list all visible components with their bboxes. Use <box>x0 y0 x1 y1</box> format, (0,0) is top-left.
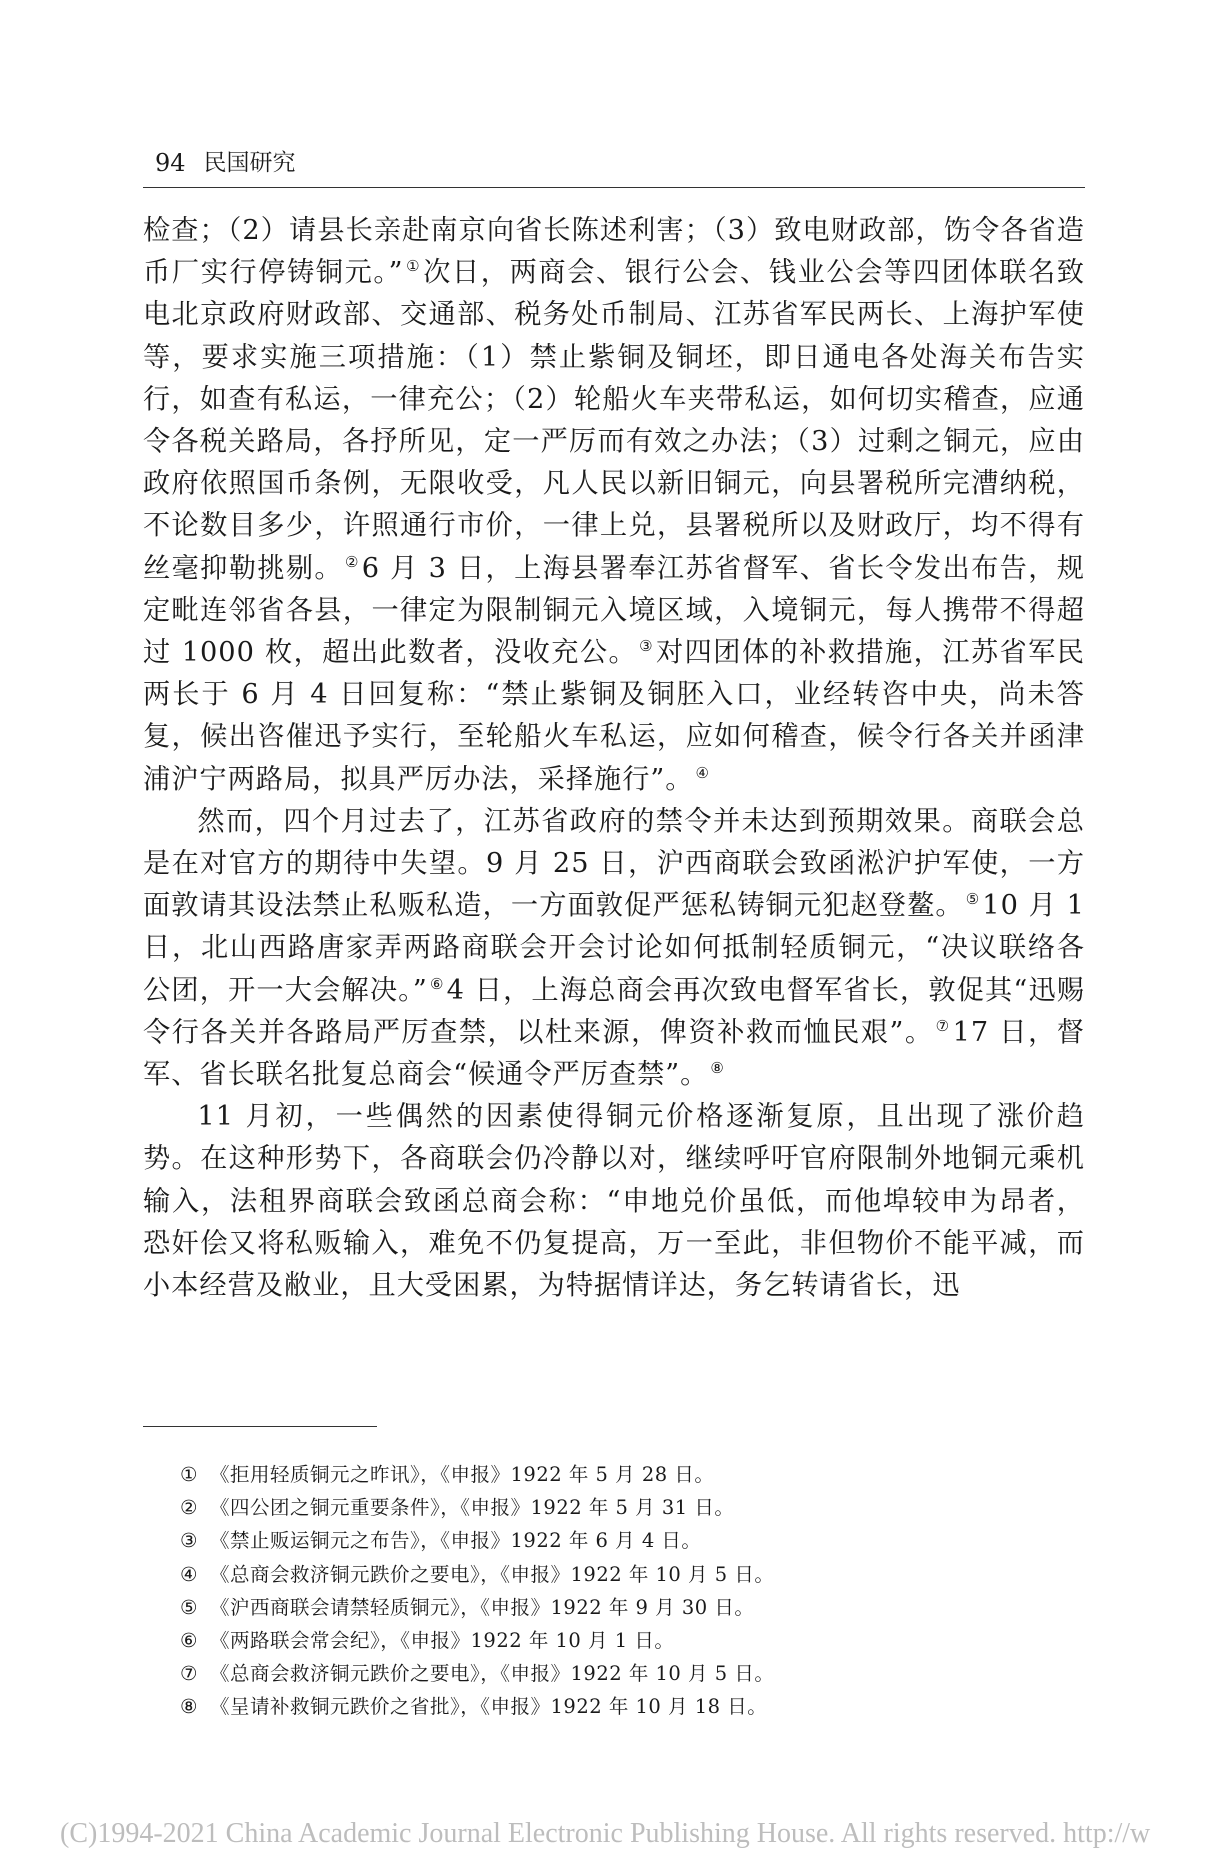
text-run: 对四团体的补救措施，江苏省军民两长于 6 月 4 日回复称：“禁止紫铜及铜胚入口，业经转咨中央，尚未答复，候出咨催迅予实行，至轮船火车私运，应如何稽查，候令行各关并函津浦沪宁两路局，拟具严厉办法，采择施行”。 <box>143 637 1085 795</box>
footnote <box>180 1657 1060 1690</box>
footnote-reference: ⑥ <box>429 974 445 993</box>
footnote <box>180 1491 1060 1524</box>
footnote-citation: 《总商会救济铜元跌价之要电》，《申报》1922 年 10 月 5 日。 <box>210 1562 775 1586</box>
footnote-reference: ⑤ <box>965 890 981 909</box>
footnote-citation: 《拒用轻质铜元之昨讯》，《申报》1922 年 5 月 28 日。 <box>210 1463 715 1486</box>
footnote-citation: 《禁止贩运铜元之布告》，《申报》1922 年 6 月 4 日。 <box>210 1529 702 1553</box>
footnote <box>180 1624 1060 1657</box>
footnote-reference: ④ <box>695 763 710 782</box>
footnote-mark: ② <box>180 1496 198 1520</box>
footnote <box>180 1591 1060 1624</box>
footnote-citation: 《呈请补救铜元跌价之省批》，《申报》1922 年 10 月 18 日。 <box>210 1695 768 1719</box>
footnote-citation: 《两路联会常会纪》，《申报》1922 年 10 月 1 日。 <box>210 1629 675 1653</box>
text-run: 17 日，督军、省长联名批复总商会“候通令严厉查禁”。 <box>143 1016 1085 1091</box>
text-run: 次日，两商会、银行公会、钱业公会等四团体联名致电北京政府财政部、交通部、税务处币制局、江苏省军民两长、上海护军使等，要求实施三项措施：（1）禁止紫铜及铜坯，即日通电各处海关布告实行，如查有私运，一律充公；（2）轮船火车夹带私运，如何切实稽查，应通令各税关路局，各抒所见，定一严厉而有效之办法；（3）过剩之铜元，应由政府依照国币条例，无限收受，凡人民以新旧铜元，向县署税所完漕纳税，不论数目多少，许照通行市价，一律上兑，县署税所以及财政厅，均不得有丝毫抑勒挑剔。 <box>143 257 1085 584</box>
footnote <box>180 1558 1060 1591</box>
body-paragraph <box>143 210 1085 801</box>
footnote-reference: ③ <box>639 637 655 656</box>
footnote-mark: ⑥ <box>180 1629 198 1653</box>
footnote <box>180 1458 1060 1491</box>
footnote <box>180 1690 1060 1723</box>
footnote-reference: ① <box>405 257 422 276</box>
footnote-citation: 《沪西商联会请禁轻质铜元》，《申报》1922 年 9 月 30 日。 <box>210 1595 755 1619</box>
footnote-mark: ① <box>180 1463 198 1486</box>
footnote-mark: ⑧ <box>180 1695 198 1719</box>
footnote-mark: ④ <box>180 1562 198 1586</box>
copyright-watermark: (C)1994-2021 China Academic Journal Electronic Publishing House. All rights reserved. http://w <box>60 1818 1151 1849</box>
footnote-separator <box>143 1426 377 1427</box>
text-run: 然而，四个月过去了，江苏省政府的禁令并未达到预期效果。商联会总是在对官方的期待中失望。9 月 25 日，沪西商联会致函淞沪护军使，一方面敦请其设法禁止私贩私造，一方面敦促严惩私铸铜元犯赵登鳌。 <box>143 805 1085 922</box>
body-paragraph <box>143 1096 1085 1307</box>
footnote-reference: ⑦ <box>935 1016 951 1035</box>
footnote-citation: 《总商会救济铜元跌价之要电》，《申报》1922 年 10 月 5 日。 <box>210 1662 775 1686</box>
journal-title: 民国研究 <box>203 150 296 176</box>
body-paragraph <box>143 801 1085 1096</box>
page-header <box>143 143 1085 188</box>
footnote-mark: ⑤ <box>180 1595 198 1619</box>
footnotes <box>180 1458 1060 1724</box>
text-run: 检查；（2）请县长亲赴南京向省长陈述利害；（3）致电财政部，饬令各省造币厂实行停铸铜元。” <box>143 215 1085 289</box>
text-run: 11 月初，一些偶然的因素使得铜元价格逐渐复原，且出现了涨价趋势。在这种形势下，各商联会仍冷静以对，继续呼吁官府限制外地铜元乘机输入，法租界商联会致函总商会称：“申地兑价虽低，而他埠较申为昂者，恐奸侩又将私贩输入，难免不仍复提高，万一至此，非但物价不能平减，而小本经营及敝业，且大受困累，为特据情详达，务乞转请省长，迅 <box>143 1101 1085 1302</box>
footnote-reference: ⑧ <box>710 1059 725 1078</box>
footnote-reference: ② <box>344 552 360 571</box>
footnote-mark: ③ <box>180 1529 198 1553</box>
footnote <box>180 1524 1060 1557</box>
text-run: 10 月 1 日，北山西路唐家弄两路商联会开会讨论如何抵制轻质铜元，“决议联络各公团，开一大会解决。” <box>143 890 1085 1006</box>
text-run: 4 日，上海总商会再次致电督军省长，敦促其“迅赐令行各关并各路局严厉查禁，以杜来源，俾资补救而恤民艰”。 <box>143 974 1085 1048</box>
body-text <box>143 210 1085 1307</box>
page-number: 94 <box>155 149 186 177</box>
text-run: 6 月 3 日，上海县署奉江苏省督军、省长令发出布告，规定毗连邻省各县，一律定为限制铜元入境区域，入境铜元，每人携带不得超过 1000 枚，超出此数者，没收充公。 <box>143 552 1085 669</box>
footnote-mark: ⑦ <box>180 1662 198 1686</box>
footnote-citation: 《四公团之铜元重要条件》，《申报》1922 年 5 月 31 日。 <box>210 1496 735 1520</box>
